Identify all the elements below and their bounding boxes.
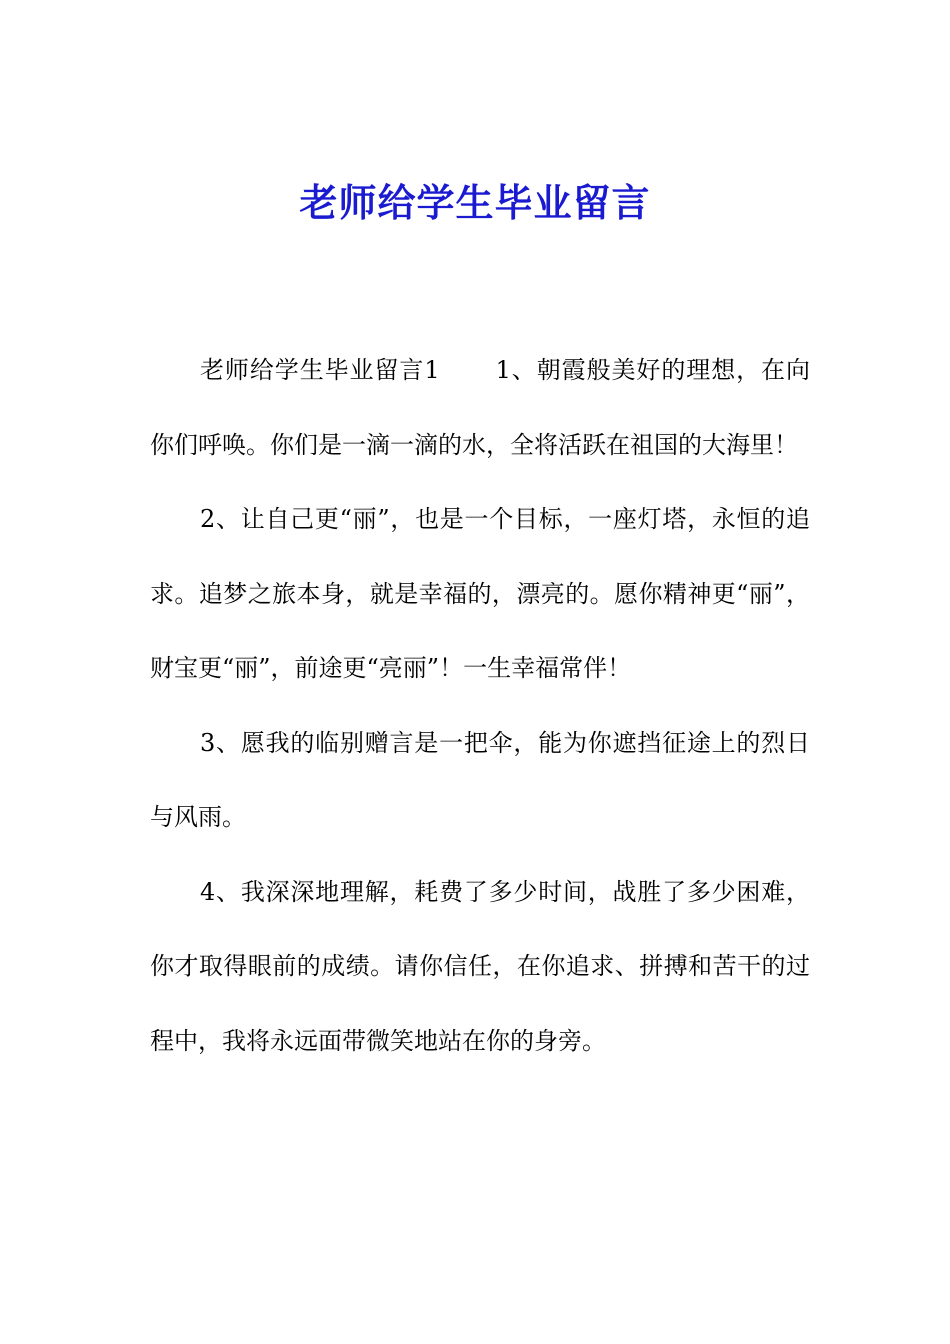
- paragraph-text: 2、让自己更“丽”，也是一个目标，一座灯塔，永恒的追求。追梦之旅本身，就是幸福的，漂亮的。愿你精神更“丽”，财宝更“丽”，前途更“亮丽”！一生幸福常伴！: [150, 505, 810, 682]
- paragraph-text: 1、朝霞般美好的理想，在向你们呼唤。你们是一滴一滴的水，全将活跃在祖国的大海里！: [150, 356, 810, 459]
- document-body: [150, 333, 810, 1078]
- paragraph-4: [150, 855, 810, 1079]
- paragraph-2: [150, 482, 810, 706]
- paragraph-text: 3、愿我的临别赠言是一把伞，能为你遮挡征途上的烈日与风雨。: [150, 728, 810, 831]
- document-title: 老师给学生毕业留言: [299, 181, 651, 225]
- paragraph-text: 4、我深深地理解，耗费了多少时间，战胜了多少困难，你才取得眼前的成绩。请你信任，在你追求、拼搏和苦干的过程中，我将永远面带微笑地站在你的身旁。: [150, 877, 810, 1055]
- section-heading: 老师给学生毕业留言1: [200, 356, 440, 384]
- paragraph-3: [150, 706, 810, 855]
- paragraph-1: [150, 333, 810, 482]
